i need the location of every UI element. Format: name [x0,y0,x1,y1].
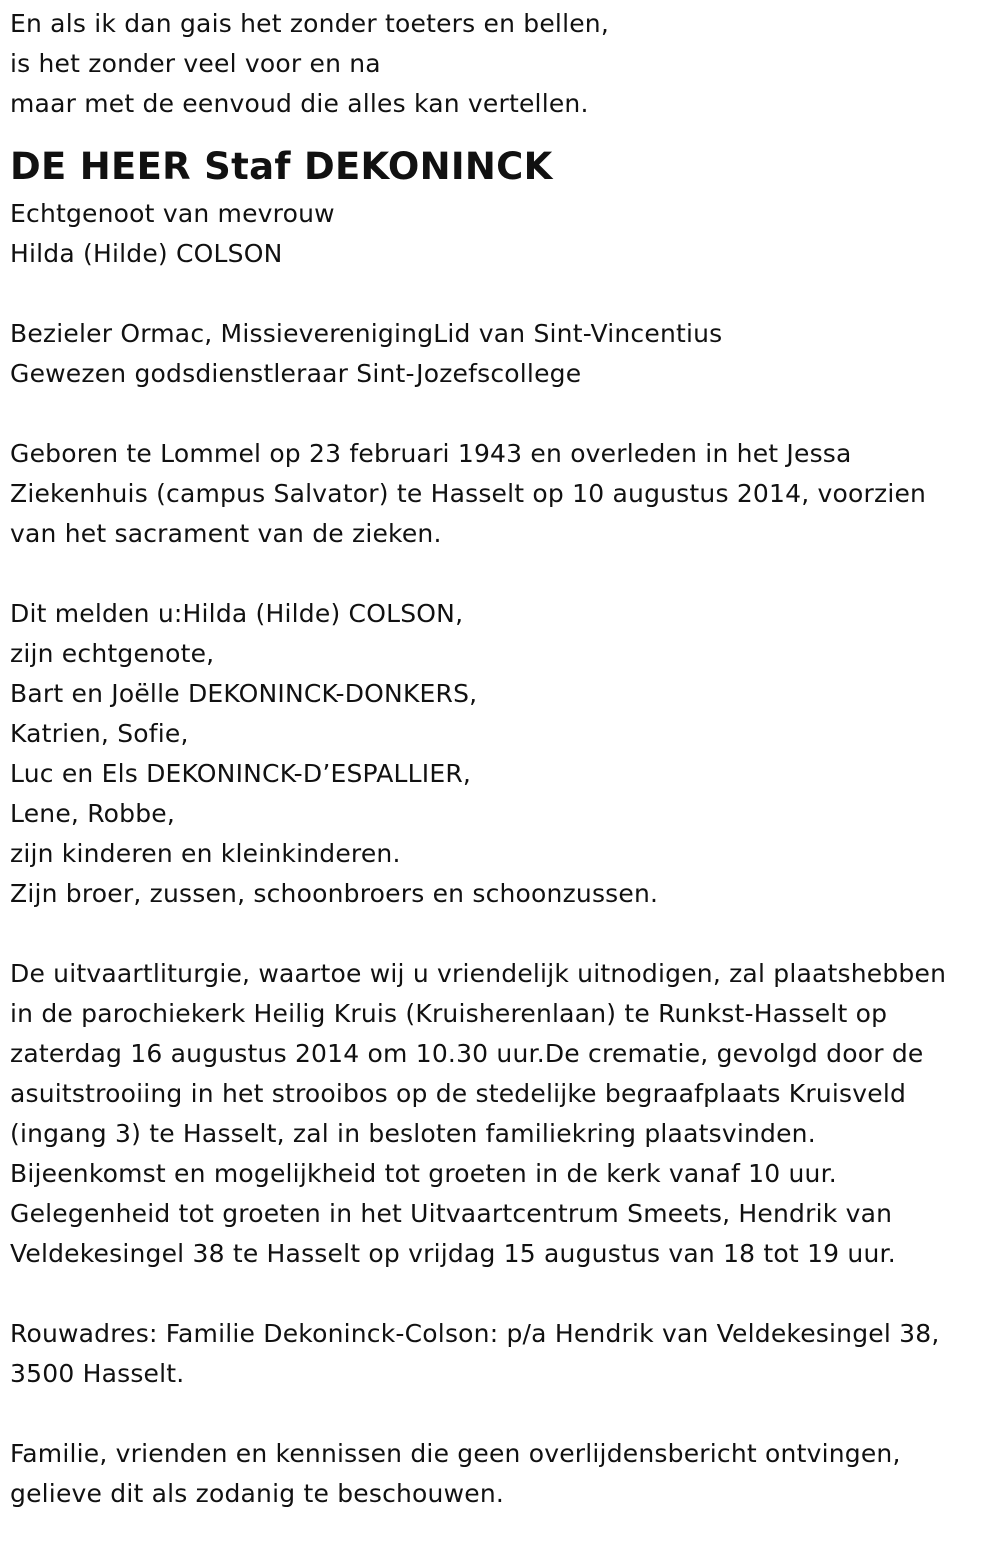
spacer [10,1274,990,1314]
address-line: 3500 Hasselt. [10,1359,185,1388]
family-line: Luc en Els DEKONINCK-D’ESPALLIER, [10,759,472,788]
funeral-line: (ingang 3) te Hasselt, zal in besloten familiekring plaatsvinden. [10,1119,816,1148]
birth-death-line: Geboren te Lommel op 23 februari 1943 en overleden in het Jessa [10,439,852,468]
poem-line: maar met de eenvoud die alles kan vertellen. [10,89,589,118]
address-line: Rouwadres: Familie Dekoninck-Colson: p/a Hendrik van Veldekesingel 38, [10,1319,940,1348]
spacer [10,914,990,954]
roles-section [10,314,990,394]
spouse-line: Hilda (Hilde) COLSON [10,239,283,268]
poem [10,4,990,124]
funeral-line: Gelegenheid tot groeten in het Uitvaartcentrum Smeets, Hendrik van [10,1199,893,1228]
family-line: Katrien, Sofie, [10,719,189,748]
address-section [10,1314,990,1394]
family-line: Bart en Joëlle DEKONINCK-DONKERS, [10,679,478,708]
funeral-line: asuitstrooiing in het strooibos op de stedelijke begraafplaats Kruisveld [10,1079,907,1108]
spacer [10,554,990,594]
birth-death-line: Ziekenhuis (campus Salvator) te Hasselt op 10 augustus 2014, voorzien [10,479,927,508]
deceased-name-heading: DE HEER Staf DEKONINCK [10,145,553,188]
birth-death-line: van het sacrament van de zieken. [10,519,442,548]
funeral-section [10,954,990,1274]
family-line: Lene, Robbe, [10,799,175,828]
closing-line: Familie, vrienden en kennissen die geen overlijdensbericht ontvingen, [10,1439,901,1468]
funeral-line: De uitvaartliturgie, waartoe wij u vriendelijk uitnodigen, zal plaatshebben [10,959,947,988]
role-line: Bezieler Ormac, MissieverenigingLid van Sint-Vincentius [10,319,723,348]
family-line: Dit melden u:Hilda (Hilde) COLSON, [10,599,464,628]
family-line: zijn kinderen en kleinkinderen. [10,839,401,868]
funeral-line: Veldekesingel 38 te Hasselt op vrijdag 15 augustus van 18 tot 19 uur. [10,1239,896,1268]
spouse-line: Echtgenoot van mevrouw [10,199,335,228]
funeral-line: Bijeenkomst en mogelijkheid tot groeten in de kerk vanaf 10 uur. [10,1159,837,1188]
family-line: zijn echtgenote, [10,639,215,668]
spacer [10,274,990,314]
poem-line: En als ik dan gais het zonder toeters en bellen, [10,9,609,38]
birth-death-section [10,434,990,554]
announced-by-section [10,594,990,914]
spacer [10,394,990,434]
role-line: Gewezen godsdienstleraar Sint-Jozefscollege [10,359,582,388]
spacer [10,1394,990,1434]
family-line: Zijn broer, zussen, schoonbroers en schoonzussen. [10,879,659,908]
poem-line: is het zonder veel voor en na [10,49,381,78]
closing-section [10,1434,990,1514]
funeral-line: in de parochiekerk Heilig Kruis (Kruisherenlaan) te Runkst-Hasselt op [10,999,888,1028]
closing-line: gelieve dit als zodanig te beschouwen. [10,1479,505,1508]
funeral-line: zaterdag 16 augustus 2014 om 10.30 uur.De crematie, gevolgd door de [10,1039,924,1068]
spouse-section [10,194,990,274]
